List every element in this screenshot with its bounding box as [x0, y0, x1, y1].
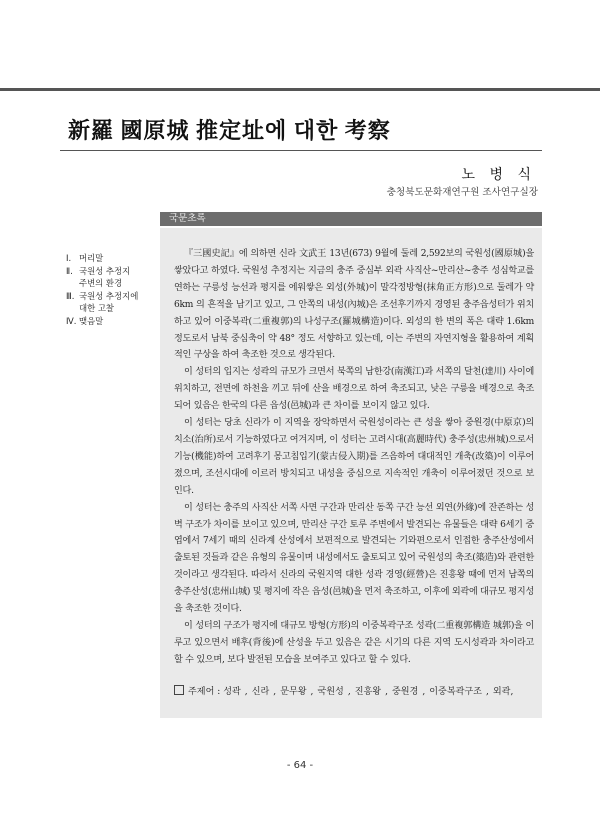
keyword-separator: , [347, 687, 351, 697]
toc-text: 머리말 [79, 253, 104, 263]
keyword-separator: , [485, 687, 489, 697]
toc-item [66, 265, 158, 278]
keyword-separator: , [273, 687, 277, 697]
toc-number: Ⅲ. [66, 290, 75, 301]
keyword: 중원경 [391, 687, 419, 697]
abstract-paragraph: 이 성터의 입지는 성곽의 규모가 크면서 북쪽의 남한강(南漢江)과 서쪽의 달천(達川) 사이에 위치하고, 전면에 하천을 끼고 뒤에 산을 배경으로 하여 축조되고, 낮은 구릉을 배경으로 축조되어 있음은 한국의 다른 읍성(邑城)과 큰 차이를 보이지 않고 있다. [174, 367, 534, 412]
author-name: 노 병 식 [461, 167, 536, 183]
abstract-header: 국문초록 [160, 212, 542, 226]
keyword: 외곽 [492, 687, 511, 697]
toc-item [66, 315, 158, 328]
toc-text-continued: 주변의 환경 [79, 278, 123, 289]
abstract-paragraph: 이 성터는 충주의 사직산 서쪽 사면 구간과 만리산 동쪽 구간 능선 외연(外緣)에 잔존하는 성벽 구조가 차이를 보이고 있으며, 만리산 구간 토루 주변에서 발견되는 유물들은 대략 6세기 중엽에서 7세기 때의 신라계 산성에서 보편적으로 발견되는 기와편으로서 인접한 충주산성에서 출토된 것들과 같은 유형의 유물이며 내성에서도 출토되고 있어 국원성의 축조(築造)와 관련한 것이라고 생각된다. 따라서 신라의 국원지역 대한 성곽 경영(經營)은 진흥왕 때에 먼저 남쪽의 충주산성(忠州山城) 및 평지에 작은 읍성(邑城)을 먼저 축조하고, 이후에 외곽에 대규모 평지성을 축조한 것이다. [174, 502, 534, 615]
keyword-end: , [510, 687, 514, 697]
keyword: 성곽 [223, 687, 241, 697]
toc-text-continued: 대한 고찰 [79, 303, 115, 314]
keyword: 신라 [251, 687, 270, 697]
toc-text: 국원성 추정지 [79, 265, 131, 276]
top-rule [0, 88, 600, 91]
keyword: 국원성 [317, 687, 344, 697]
toc-number: Ⅳ. [66, 315, 77, 326]
table-of-contents [66, 252, 158, 328]
toc-text: 맺음말 [79, 315, 104, 326]
abstract-paragraph: 이 성터는 당초 신라가 이 지역을 장악하면서 국원성이라는 큰 성을 쌓아 중원경(中原京)의 치소(治所)로서 기능하였다고 여겨지며, 이 성터는 고려시대(高麗時代) 충주성(忠州城)으로서 기능(機能)하여 고려후기 몽고침입기(蒙古侵入期)를 즈음하여 대대적인 개축(改築)이 이루어졌으며, 조선시대에 이르러 방치되고 내성을 중심으로 지속적인 개축이 이루어졌던 것으로 보인다. [174, 418, 534, 496]
keyword: 이중복곽구조 [429, 687, 482, 697]
page-number: - 64 - [286, 760, 314, 771]
toc-item [66, 290, 158, 303]
abstract-paragraph: 이 성터의 구조가 평지에 대규모 방형(方形)의 이중복곽구조 성곽(二重複郭構造 城郭)을 이루고 있으면서 배후(背後)에 산성을 두고 있음은 같은 시기의 다른 지역 도시성곽과 차이라고 할 수 있으며, 보다 발전된 모습을 보여주고 있다고 할 수 있다. [174, 620, 534, 665]
keyword-separator: , [310, 687, 314, 697]
toc-number: Ⅱ. [66, 265, 73, 276]
toc-item [66, 252, 158, 265]
keyword: 진흥왕 [354, 687, 382, 697]
keywords-label: 주제어 : [188, 687, 221, 697]
abstract-box [160, 228, 542, 718]
keyword-separator: , [244, 687, 248, 697]
keyword-separator: , [422, 687, 426, 697]
abstract-paragraph: 『三國史記』에 의하면 신라 文武王 13년(673) 9월에 둘레 2,592보의 국원성(國原城)을 쌓았다고 하였다. 국원성 추정지는 지금의 충주 중심부 외곽 사직산~만리산~충주 성심학교를 연하는 구릉성 능선과 평지를 에워쌓은 외성(外城)이 말각정방형(抹角正方形)으로 둘레가 약 6km 의 흔적을 남기고 있고, 그 안쪽의 내성(內城)은 조선후기까지 경영된 충주읍성터가 위치하고 있어 이중복곽(二重複郭)의 나성구조(羅城構造)이다. 외성의 한 변의 폭은 대략 1.6km 정도로서 남북 중심축이 약 48° 정도 서향하고 있는데, 이는 주변의 자연지형을 활용하여 계획적인 구상을 하여 축조한 것으로 생각된다. [174, 249, 534, 361]
keyword: 문무왕 [280, 687, 307, 697]
paper-title: 新羅 國原城 推定址에 대한 考察 [68, 118, 391, 143]
author-affiliation: 충청북도문화재연구원 조사연구실장 [386, 187, 538, 198]
title-rule [60, 150, 542, 151]
toc-number: Ⅰ. [66, 253, 72, 263]
keywords-line [174, 684, 513, 697]
keyword-separator: , [385, 687, 388, 697]
toc-text: 국원성 추정지에 [79, 290, 139, 301]
checkbox-square-icon [174, 685, 184, 695]
